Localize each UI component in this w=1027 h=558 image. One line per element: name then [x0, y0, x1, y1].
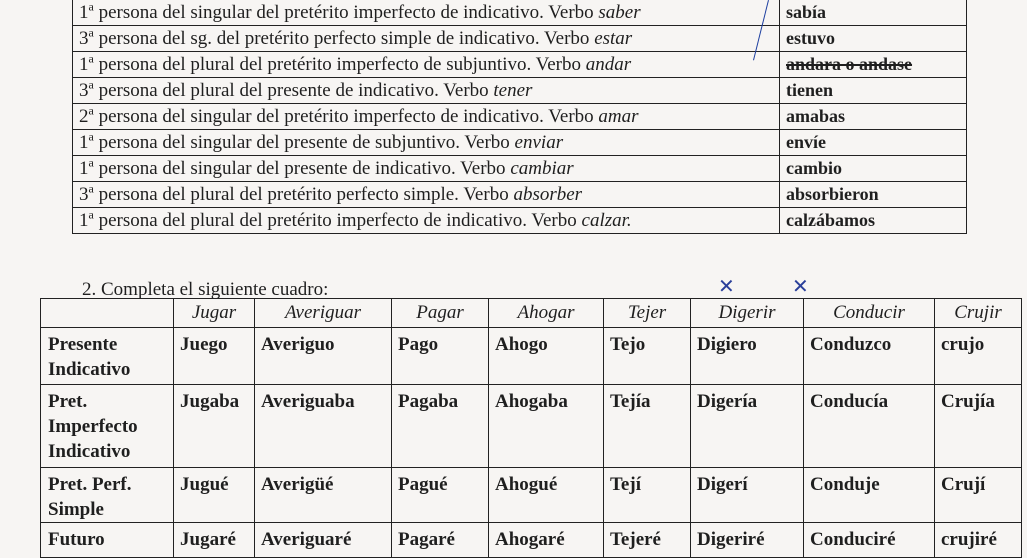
exercise1-row: [73, 26, 967, 52]
conjugation-cell: Digiero: [691, 328, 804, 385]
conjugation-cell: Tejí: [604, 468, 691, 523]
exercise1-description: [73, 78, 780, 104]
ordinal-suffix: a: [88, 155, 94, 170]
verb-name: cambiar: [510, 158, 574, 179]
person-number: 1: [79, 210, 89, 231]
verb-name: enviar: [514, 132, 564, 153]
exercise1-answer: absorbieron: [780, 182, 967, 208]
exercise1-answer: amabas: [780, 104, 967, 130]
column-header-verb: Averiguar: [255, 299, 392, 328]
conjugation-cell: Jugaba: [174, 385, 255, 468]
conjugation-cell: Conduje: [804, 468, 935, 523]
exercise1-row: [73, 130, 967, 156]
description-text: persona del singular del pretérito imperfecto de indicativo. Verbo: [93, 2, 599, 23]
exercise1-description: [73, 104, 780, 130]
description-text: persona del plural del presente de indicativo. Verbo: [93, 80, 494, 101]
column-header-verb: Digerir: [691, 299, 804, 328]
column-header-verb: Pagar: [392, 299, 489, 328]
person-number: 1: [79, 132, 89, 153]
exercise1-answer: tienen: [780, 78, 967, 104]
column-header-verb: Tejer: [604, 299, 691, 328]
corner-cell: [41, 299, 174, 328]
conjugation-cell: Ahogo: [489, 328, 604, 385]
exercise1-row: [73, 156, 967, 182]
conjugation-cell: Tejía: [604, 385, 691, 468]
conjugation-cell: crujo: [935, 328, 1022, 385]
exercise1-row: [73, 104, 967, 130]
tense-label: Futuro: [41, 523, 174, 558]
ordinal-suffix: a: [88, 181, 94, 196]
ordinal-suffix: a: [88, 103, 94, 118]
column-header-verb: Jugar: [174, 299, 255, 328]
exercise1-answer: andara o andase: [780, 52, 967, 78]
exercise1-description: [73, 26, 780, 52]
person-number: 1: [79, 158, 89, 179]
description-text: persona del singular del presente de subjuntivo. Verbo: [93, 132, 515, 153]
conjugation-cell: Juego: [174, 328, 255, 385]
exercise1-table: [72, 0, 967, 234]
conjugation-cell: Ahogaba: [489, 385, 604, 468]
exercise1-answer: sabía: [780, 0, 967, 26]
conjugation-cell: Averigüé: [255, 468, 392, 523]
description-text: persona del singular del presente de indicativo. Verbo: [93, 158, 511, 179]
description-text: persona del plural del pretérito imperfecto de indicativo. Verbo: [93, 210, 582, 231]
exercise1-description: [73, 130, 780, 156]
conjugation-cell: crujiré: [935, 523, 1022, 558]
conjugation-cell: Digeriré: [691, 523, 804, 558]
conjugation-cell: Averiguaba: [255, 385, 392, 468]
ordinal-suffix: a: [88, 51, 94, 66]
exercise1-row: [73, 52, 967, 78]
exercise1-row: [73, 208, 967, 234]
conjugation-cell: Pagaré: [392, 523, 489, 558]
tense-label: Pret. Perf. Simple: [41, 468, 174, 523]
exercise1-description: [73, 182, 780, 208]
conjugation-cell: Crujía: [935, 385, 1022, 468]
verb-name: calzar.: [581, 210, 632, 231]
description-text: persona del singular del pretérito imperfecto de indicativo. Verbo: [93, 106, 599, 127]
exercise1-answer: envíe: [780, 130, 967, 156]
verb-name: saber: [598, 2, 641, 23]
person-number: 3: [79, 80, 89, 101]
conjugation-cell: Pago: [392, 328, 489, 385]
conjugation-cell: Digerí: [691, 468, 804, 523]
tense-row: [41, 328, 1022, 385]
exercise1-description: [73, 156, 780, 182]
ordinal-suffix: a: [88, 25, 94, 40]
tense-row: [41, 385, 1022, 468]
person-number: 3: [79, 184, 89, 205]
exercise1-description: [73, 52, 780, 78]
exercise1-answer: estuvo: [780, 26, 967, 52]
exercise1-answer: calzábamos: [780, 208, 967, 234]
column-header-verb: Ahogar: [489, 299, 604, 328]
conjugation-cell: Conducía: [804, 385, 935, 468]
ordinal-suffix: a: [88, 207, 94, 222]
exercise2-heading: 2. Completa el siguiente cuadro:: [82, 279, 329, 300]
conjugation-cell: Averiguo: [255, 328, 392, 385]
conjugation-cell: Pagué: [392, 468, 489, 523]
column-header-verb: Conducir: [804, 299, 935, 328]
conjugation-cell: Crují: [935, 468, 1022, 523]
teacher-x-mark-icon: ✕: [792, 274, 809, 298]
description-text: persona del plural del pretérito imperfecto de subjuntivo. Verbo: [93, 54, 586, 75]
ordinal-suffix: a: [88, 129, 94, 144]
person-number: 3: [79, 28, 89, 49]
conjugation-cell: Jugaré: [174, 523, 255, 558]
ordinal-suffix: a: [88, 0, 94, 14]
conjugation-cell: Conduzco: [804, 328, 935, 385]
conjugation-cell: Jugué: [174, 468, 255, 523]
conjugation-cell: Ahogaré: [489, 523, 604, 558]
conjugation-cell: Tejeré: [604, 523, 691, 558]
exercise1-description: [73, 208, 780, 234]
conjugation-cell: Ahogué: [489, 468, 604, 523]
verb-name: amar: [598, 106, 639, 127]
conjugation-cell: Averiguaré: [255, 523, 392, 558]
person-number: 1: [79, 2, 89, 23]
conjugation-table: [40, 298, 1022, 558]
description-text: persona del plural del pretérito perfecto simple. Verbo: [93, 184, 514, 205]
exercise1-answer: cambio: [780, 156, 967, 182]
verb-name: tener: [493, 80, 533, 101]
conjugation-cell: Tejo: [604, 328, 691, 385]
column-header-verb: Crujir: [935, 299, 1022, 328]
tense-label: Presente Indicativo: [41, 328, 174, 385]
exercise1-row: [73, 78, 967, 104]
ordinal-suffix: a: [88, 77, 94, 92]
verb-name: andar: [585, 54, 632, 75]
exercise1-description: [73, 0, 780, 26]
conjugation-cell: Pagaba: [392, 385, 489, 468]
tense-row: [41, 468, 1022, 523]
tense-row: [41, 523, 1022, 558]
verb-name: absorber: [513, 184, 583, 205]
conjugation-cell: Conduciré: [804, 523, 935, 558]
verb-name: estar: [594, 28, 633, 49]
teacher-x-mark-icon: ✕: [718, 274, 735, 298]
tense-label: Pret. Imperfecto Indicativo: [41, 385, 174, 468]
person-number: 1: [79, 54, 89, 75]
person-number: 2: [79, 106, 89, 127]
conjugation-cell: Digería: [691, 385, 804, 468]
exercise1-row: [73, 182, 967, 208]
description-text: persona del sg. del pretérito perfecto simple de indicativo. Verbo: [93, 28, 595, 49]
exercise1-row: [73, 0, 967, 26]
